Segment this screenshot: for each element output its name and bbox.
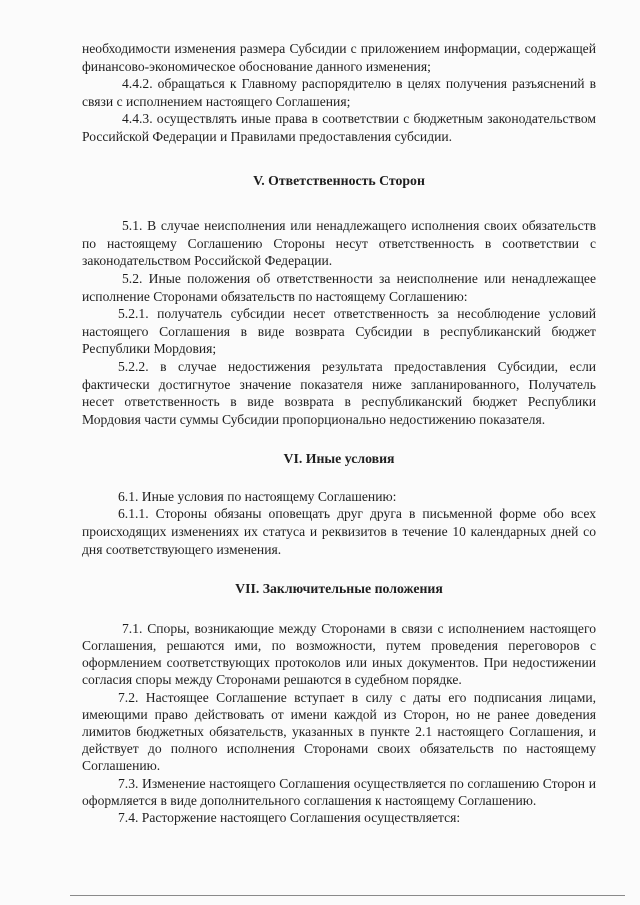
section-heading-vi: VI. Иные условия [283, 451, 395, 467]
paragraph-5-2-2: 5.2.2. в случае недостижения результата предоставления Субсидии, если фактически достигнутое значение показателя ниже запланированного, Получатель несет ответственность в виде возврата в республиканский бюджет Республики Мордовия части суммы Субсидии пропорционально недостижению показателя. [82, 358, 596, 427]
paragraph-5-2: 5.2. Иные положения об ответственности за неисполнение или ненадлежащее исполнение Сторонами обязательств по настоящему Соглашению: [82, 270, 596, 304]
paragraph-7-2: 7.2. Настоящее Соглашение вступает в силу с даты его подписания лицами, имеющими право действовать от имени каждой из Сторон, но не ранее доведения лимитов бюджетных обязательств, указанных в пункте 2.1 настоящего Соглашения, и действует до полного исполнения Сторонами своих обязательств по настоящему Соглашению. [82, 689, 596, 774]
document-body [82, 40, 596, 826]
paragraph-7-1: 7.1. Споры, возникающие между Сторонами в связи с исполнением настоящего Соглашения, решаются ими, по возможности, путем проведения переговоров с оформлением соответствующих протоколов или иных документов. При недостижении согласия споры между Сторонами решаются в судебном порядке. [82, 620, 596, 688]
bottom-divider-line [70, 895, 625, 896]
paragraph-continuation: необходимости изменения размера Субсидии с приложением информации, содержащей финансово-экономическое обоснование данного изменения; [82, 41, 596, 74]
paragraph-7-3: 7.3. Изменение настоящего Соглашения осуществляется по соглашению Сторон и оформляется в виде дополнительного соглашения к настоящему Соглашению. [82, 775, 596, 808]
paragraph-5-1: 5.1. В случае неисполнения или ненадлежащего исполнения своих обязательств по настоящему Соглашению Стороны несут ответственность в соответствии с законодательством Российской Федерации. [82, 218, 596, 269]
section-heading-vii: VII. Заключительные положения [235, 581, 443, 597]
paragraph-7-4: 7.4. Расторжение настоящего Соглашения осуществляется: [118, 810, 461, 826]
paragraph-5-2-1: 5.2.1. получатель субсидии несет ответственность за несоблюдение условий настоящего Соглашения в виде возврата Субсидии в республиканский бюджет Республики Мордовия; [82, 306, 596, 357]
paragraph-4-4-2: 4.4.2. обращаться к Главному распорядителю в целях получения разъяснений в связи с исполнением настоящего Соглашения; [82, 76, 596, 109]
paragraph-6-1: 6.1. Иные условия по настоящему Соглашению: [118, 488, 397, 504]
paragraph-6-1-1: 6.1.1. Стороны обязаны оповещать друг друга в письменной форме обо всех происходящих изменениях их статуса и реквизитов в течение 10 календарных дней со дня соответствующего изменения. [82, 506, 596, 557]
section-heading-v: V. Ответственность Сторон [253, 172, 425, 188]
paragraph-4-4-3: 4.4.3. осуществлять иные права в соответствии с бюджетным законодательством Российской Федерации и Правилами предоставления субсидии. [82, 111, 596, 144]
